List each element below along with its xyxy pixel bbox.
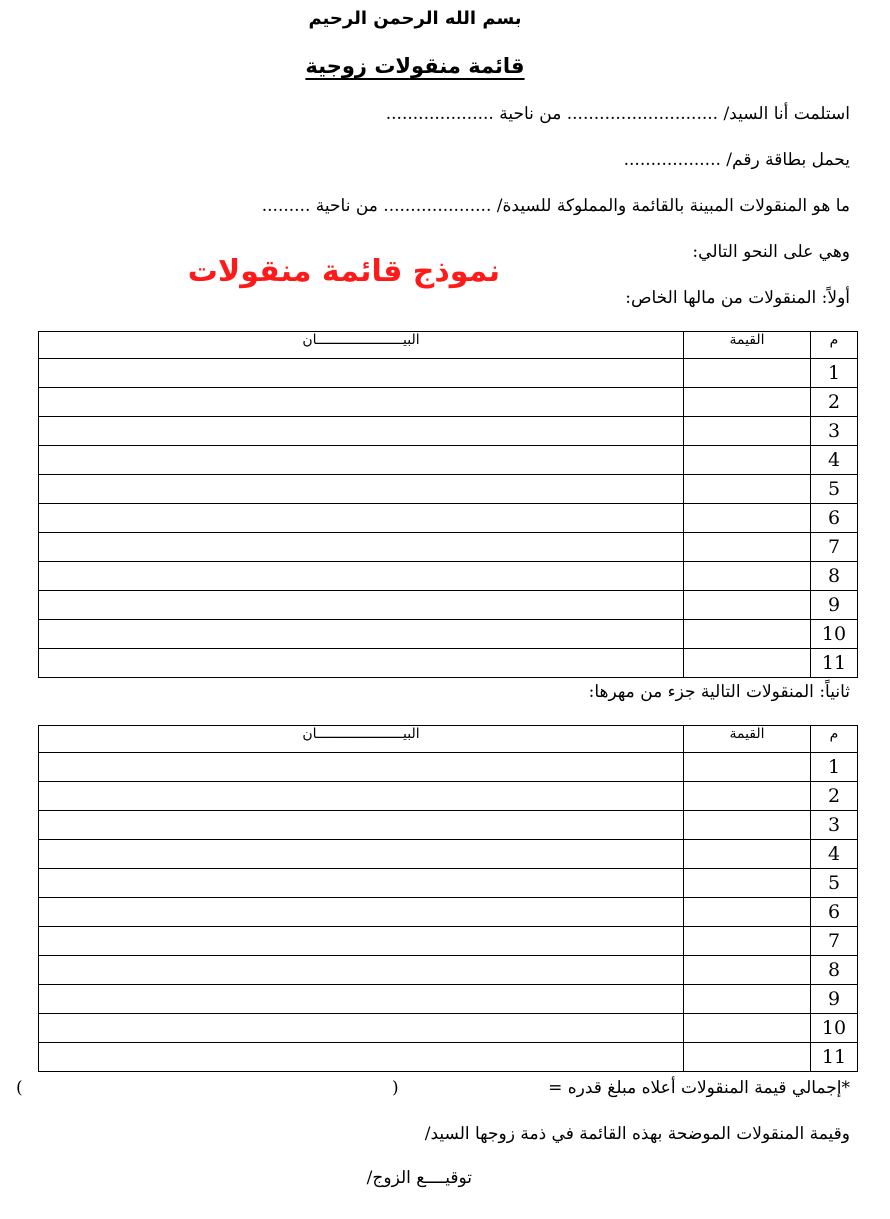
section1-heading: أولاً: المنقولات من مالها الخاص: xyxy=(625,288,850,308)
description-cell[interactable] xyxy=(39,620,684,649)
row-number-cell: 7 xyxy=(811,927,858,956)
table-row xyxy=(39,811,858,840)
total-label: *إجمالي قيمة المنقولات أعلاه مبلغ قدره = xyxy=(548,1078,850,1098)
description-cell[interactable] xyxy=(39,359,684,388)
sample-watermark: نموذج قائمة منقولات xyxy=(187,254,500,289)
liability-line: وقيمة المنقولات الموضحة بهذه القائمة في ذمة زوجها السيد/ xyxy=(424,1124,850,1144)
description-cell[interactable] xyxy=(39,869,684,898)
table-row xyxy=(39,359,858,388)
value-cell[interactable] xyxy=(684,956,811,985)
document-title: قائمة منقولات زوجية xyxy=(305,54,525,78)
row-number-cell: 11 xyxy=(811,1043,858,1072)
table-row xyxy=(39,649,858,678)
description-cell[interactable] xyxy=(39,562,684,591)
description-cell[interactable] xyxy=(39,388,684,417)
table-row xyxy=(39,927,858,956)
value-cell[interactable] xyxy=(684,782,811,811)
value-cell[interactable] xyxy=(684,417,811,446)
row-number-cell: 6 xyxy=(811,898,858,927)
description-cell[interactable] xyxy=(39,782,684,811)
value-cell[interactable] xyxy=(684,927,811,956)
row-number-cell: 6 xyxy=(811,504,858,533)
row-number-cell: 2 xyxy=(811,388,858,417)
description-cell[interactable] xyxy=(39,753,684,782)
intro-line-owner: ما هو المنقولات المبينة بالقائمة والمملوكة للسيدة/ .................... من ناحية ......... xyxy=(261,196,850,216)
value-cell[interactable] xyxy=(684,869,811,898)
row-number-cell: 10 xyxy=(811,1014,858,1043)
description-cell[interactable] xyxy=(39,1043,684,1072)
description-cell[interactable] xyxy=(39,649,684,678)
value-cell[interactable] xyxy=(684,533,811,562)
value-cell[interactable] xyxy=(684,359,811,388)
table-row xyxy=(39,1014,858,1043)
value-cell[interactable] xyxy=(684,1014,811,1043)
description-cell[interactable] xyxy=(39,956,684,985)
value-cell[interactable] xyxy=(684,475,811,504)
row-number-cell: 1 xyxy=(811,753,858,782)
section2-heading: ثانياً: المنقولات التالية جزء من مهرها: xyxy=(588,682,850,702)
description-cell[interactable] xyxy=(39,504,684,533)
table-row xyxy=(39,446,858,475)
row-number-cell: 9 xyxy=(811,591,858,620)
row-number-cell: 4 xyxy=(811,840,858,869)
intro-line-id-card: يحمل بطاقة رقم/ .................. xyxy=(623,150,850,170)
section2-table xyxy=(38,725,858,1072)
description-cell[interactable] xyxy=(39,840,684,869)
row-number-cell: 2 xyxy=(811,782,858,811)
row-number-cell: 8 xyxy=(811,956,858,985)
column-header-number: م xyxy=(811,332,858,359)
value-cell[interactable] xyxy=(684,985,811,1014)
row-number-cell: 5 xyxy=(811,869,858,898)
table-row xyxy=(39,417,858,446)
value-cell[interactable] xyxy=(684,753,811,782)
value-cell[interactable] xyxy=(684,446,811,475)
description-cell[interactable] xyxy=(39,446,684,475)
row-number-cell: 5 xyxy=(811,475,858,504)
description-cell[interactable] xyxy=(39,985,684,1014)
value-cell[interactable] xyxy=(684,811,811,840)
total-paren-open: ( xyxy=(392,1078,399,1098)
column-header-description: البيـــــــــــــــــــــان xyxy=(39,332,684,359)
value-cell[interactable] xyxy=(684,591,811,620)
husband-signature-line: توقيــــع الزوج/ xyxy=(366,1168,472,1188)
row-number-cell: 8 xyxy=(811,562,858,591)
table-row xyxy=(39,620,858,649)
row-number-cell: 9 xyxy=(811,985,858,1014)
value-cell[interactable] xyxy=(684,649,811,678)
table-row xyxy=(39,753,858,782)
table-row xyxy=(39,533,858,562)
description-cell[interactable] xyxy=(39,811,684,840)
table-row xyxy=(39,985,858,1014)
basmala: بسم الله الرحمن الرحيم xyxy=(308,8,522,29)
description-cell[interactable] xyxy=(39,927,684,956)
table-row xyxy=(39,782,858,811)
value-cell[interactable] xyxy=(684,1043,811,1072)
row-number-cell: 7 xyxy=(811,533,858,562)
section1-table xyxy=(38,331,858,678)
total-paren-close: ) xyxy=(16,1078,23,1098)
row-number-cell: 11 xyxy=(811,649,858,678)
description-cell[interactable] xyxy=(39,533,684,562)
value-cell[interactable] xyxy=(684,898,811,927)
table-row xyxy=(39,562,858,591)
column-header-description: البيـــــــــــــــــــــان xyxy=(39,726,684,753)
description-cell[interactable] xyxy=(39,417,684,446)
row-number-cell: 10 xyxy=(811,620,858,649)
table-row xyxy=(39,388,858,417)
description-cell[interactable] xyxy=(39,1014,684,1043)
description-cell[interactable] xyxy=(39,591,684,620)
value-cell[interactable] xyxy=(684,388,811,417)
description-cell[interactable] xyxy=(39,898,684,927)
row-number-cell: 1 xyxy=(811,359,858,388)
table-row xyxy=(39,869,858,898)
value-cell[interactable] xyxy=(684,840,811,869)
column-header-value: القيمة xyxy=(684,726,811,753)
value-cell[interactable] xyxy=(684,562,811,591)
value-cell[interactable] xyxy=(684,504,811,533)
table-header-row xyxy=(39,726,858,753)
table-row xyxy=(39,956,858,985)
intro-line-as-follows: وهي على النحو التالي: xyxy=(692,242,850,262)
table-row xyxy=(39,1043,858,1072)
description-cell[interactable] xyxy=(39,475,684,504)
row-number-cell: 3 xyxy=(811,417,858,446)
column-header-number: م xyxy=(811,726,858,753)
table-row xyxy=(39,591,858,620)
intro-line-recipient: استلمت أنا السيد/ ............................ من ناحية .................... xyxy=(385,104,850,124)
value-cell[interactable] xyxy=(684,620,811,649)
table-row xyxy=(39,475,858,504)
table-row xyxy=(39,898,858,927)
row-number-cell: 3 xyxy=(811,811,858,840)
table-row xyxy=(39,840,858,869)
column-header-value: القيمة xyxy=(684,332,811,359)
row-number-cell: 4 xyxy=(811,446,858,475)
table-row xyxy=(39,504,858,533)
table-header-row xyxy=(39,332,858,359)
